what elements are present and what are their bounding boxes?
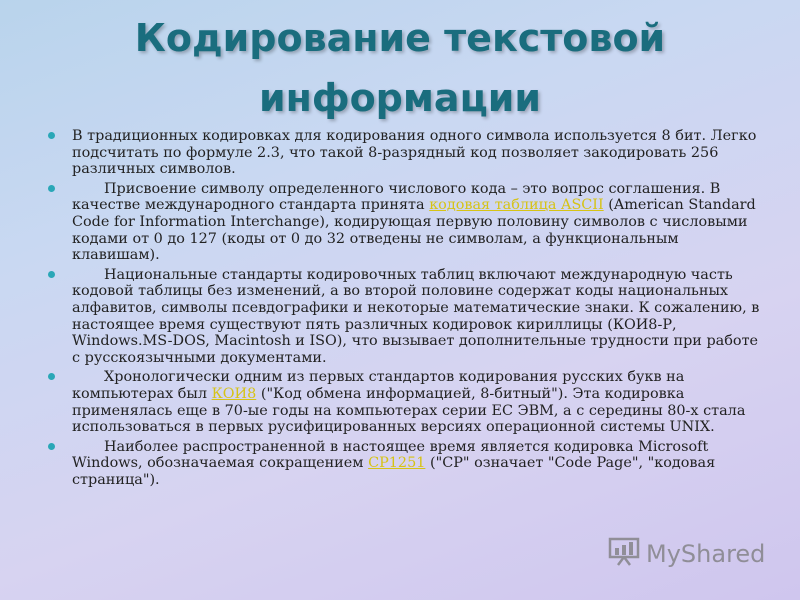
- bullet-dot-icon: [48, 443, 55, 450]
- watermark-text: MyShared: [646, 540, 766, 568]
- bullet-text-2b: (American Standard Code for Information Interchange), кодирующая первую половину символов с числовыми кодами от 0 до 127 (коды от 0 до 32 отведены не символам, а функциональным клавишам).: [72, 197, 756, 264]
- bullet-list: [48, 128, 763, 491]
- bullet-dot-icon: [48, 271, 55, 278]
- ascii-link[interactable]: кодовая таблица ASCII: [429, 197, 604, 214]
- bullet-item-1: [48, 128, 763, 178]
- bullet-dot-icon: [48, 185, 55, 192]
- bullet-item-3: [48, 267, 763, 367]
- bullet-text-5b: ("CP" означает "Code Page", "кодовая страница").: [72, 455, 716, 488]
- bullet-dot-icon: [48, 373, 55, 380]
- bullet-item-4: [48, 369, 763, 435]
- myshared-watermark: [608, 536, 765, 572]
- bullet-text-4b: ("Код обмена информацией, 8-битный"). Эта кодировка применялась еще в 70-ые годы на компьютерах серии ЕС ЭВМ, а с середины 80-х стала использоваться в первых русифицированных версиях операционной системы UNIX.: [72, 385, 746, 436]
- cp1251-link[interactable]: CP1251: [368, 455, 426, 472]
- presentation-board-icon: [608, 536, 646, 572]
- title-line-2: информации: [258, 76, 541, 120]
- bullet-item-5: [48, 439, 763, 489]
- koi8-link[interactable]: КОИ8: [211, 385, 257, 402]
- slide-title: [40, 8, 760, 128]
- bullet-item-2: [48, 181, 763, 264]
- bullet-text-2a: Присвоение символу определенного числового кода – это вопрос соглашения. В качестве международного стандарта принята: [72, 180, 721, 214]
- bullet-text-1: В традиционных кодировках для кодирования одного символа используется 8 бит. Легко подсчитать по формуле 2.3, что такой 8-разрядный код позволяет закодировать 256 различных символов.: [72, 128, 757, 178]
- bullet-dot-icon: [48, 132, 55, 139]
- bullet-text-4a: Хронологически одним из первых стандартов кодирования русских букв на компьютерах был: [72, 369, 685, 402]
- bullet-text-5a: Наиболее распространенной в настоящее время является кодировка Microsoft Windows, обозначаемая сокращением: [72, 438, 709, 472]
- bullet-text-3: Национальные стандарты кодировочных таблиц включают международную часть кодовой таблицы без изменений, а во второй половине содержат коды национальных алфавитов, символы псевдографики и некоторые математические знаки. К сожалению, в настоящее время существуют пять различных кодировок кириллицы (КОИ8-Р, Windows.MS-DOS, Macintosh и ISO), что вызывает дополнительные трудности при работе с русскоязычными документами.: [72, 266, 760, 366]
- title-line-1: Кодирование текстовой: [134, 16, 666, 60]
